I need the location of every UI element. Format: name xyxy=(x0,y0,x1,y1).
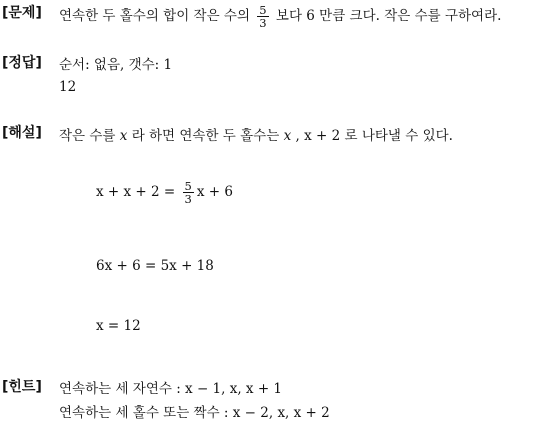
solution-var-2: x xyxy=(283,128,292,144)
solution-var-1: x xyxy=(119,128,128,144)
solution-text-2: 라 하면 연속한 두 홀수는 xyxy=(131,128,280,144)
solution-text-4: 로 나타낼 수 있다. xyxy=(344,128,453,144)
hint-line-2-text: 연속하는 세 홀수 또는 짝수 : xyxy=(59,405,229,421)
problem-text-after: 보다 6 만큼 크다. 작은 수를 구하여라. xyxy=(275,8,502,25)
hint-line-2 xyxy=(59,401,330,421)
equation-1-fraction xyxy=(183,180,194,205)
problem-text-before: 연속한 두 홀수의 합이 작은 수의 xyxy=(59,8,250,25)
solution-tag: [해설] xyxy=(2,125,42,141)
problem-fraction-numerator: 5 xyxy=(259,3,267,17)
problem-text xyxy=(59,4,501,29)
answer-value: 12 xyxy=(59,79,77,95)
problem-fraction xyxy=(257,4,268,29)
solution-text-1: 작은 수를 xyxy=(59,128,116,144)
solution-var-3: x + 2 xyxy=(304,128,341,144)
equation-1 xyxy=(96,180,233,205)
solution-text-3: , xyxy=(295,128,300,144)
equation-1-right: x + 6 xyxy=(196,184,233,201)
problem-fraction-denominator: 3 xyxy=(259,16,267,31)
equation-2: 6x + 6 = 5x + 18 xyxy=(96,258,214,274)
equation-3: x = 12 xyxy=(96,318,141,334)
solution-intro xyxy=(59,124,453,144)
hint-line-1-text: 연속하는 세 자연수 : xyxy=(59,381,181,397)
answer-tag: [정답] xyxy=(2,55,42,71)
answer-meta: 순서: 없음, 갯수: 1 xyxy=(59,57,173,73)
hint-line-1 xyxy=(59,377,282,397)
hint-line-1-math: x − 1, x, x + 1 xyxy=(185,381,283,397)
equation-1-numerator: 5 xyxy=(184,179,192,193)
equation-1-denominator: 3 xyxy=(184,192,192,207)
hint-tag: [힌트] xyxy=(2,379,42,395)
problem-tag: [문제] xyxy=(2,5,42,21)
hint-line-2-math: x − 2, x, x + 2 xyxy=(232,405,330,421)
equation-1-left: x + x + 2 = xyxy=(96,184,176,201)
